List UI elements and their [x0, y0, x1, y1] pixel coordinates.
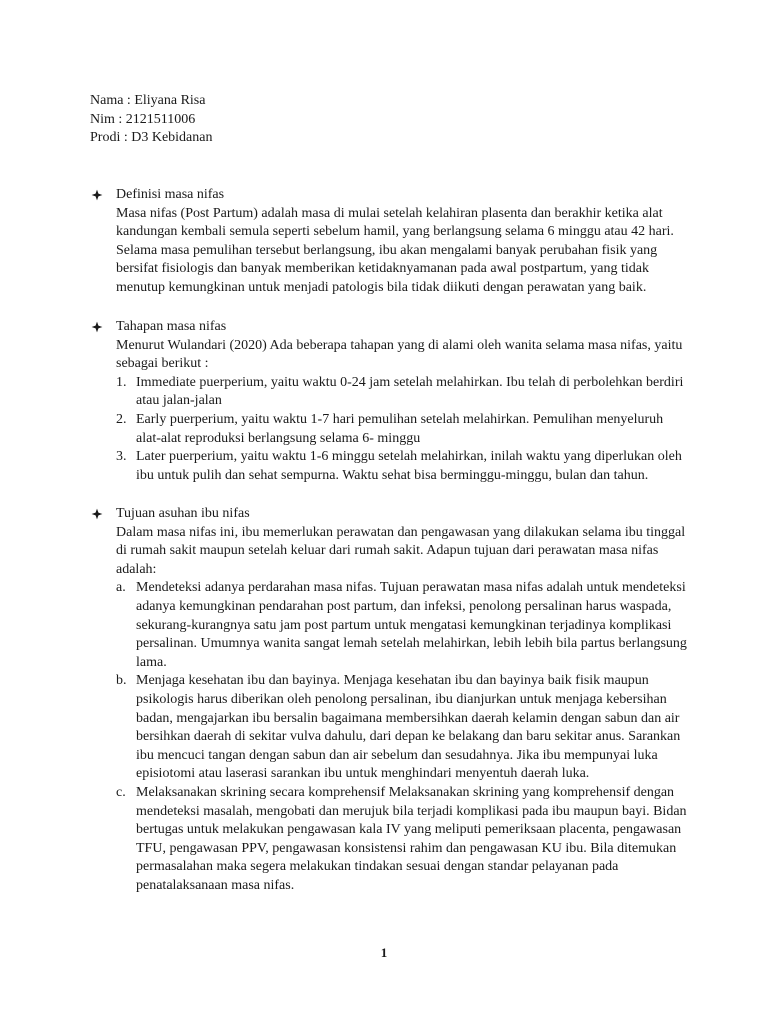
- page-number: 1: [380, 945, 388, 960]
- numbered-list: [116, 374, 690, 486]
- section-title: Tahapan masa nifas: [116, 319, 227, 334]
- diamond-dots-icon: [90, 186, 104, 204]
- list-marker: 2.: [116, 411, 127, 427]
- list-item: [116, 579, 690, 672]
- list-item: [116, 448, 690, 485]
- list-marker: 3.: [116, 449, 127, 465]
- prodi-line: Prodi : D3 Kebidanan: [90, 130, 213, 146]
- section-definisi: [90, 186, 690, 298]
- list-item: [116, 784, 690, 896]
- list-marker: 1.: [116, 374, 127, 390]
- section-title: Tujuan asuhan ibu nifas: [116, 506, 250, 521]
- list-marker: c.: [116, 784, 126, 800]
- list-item-text: Early puerperium, yaitu waktu 1-7 hari pemulihan setelah melahirkan. Pemulihan menyeluruh alat-alat reproduksi berlangsung selama 6- minggu: [136, 411, 664, 446]
- section-title-row: [90, 318, 690, 337]
- list-item: [116, 411, 690, 448]
- list-item: [116, 374, 690, 411]
- section-tujuan: [90, 505, 690, 895]
- list-item-text: Later puerperium, yaitu waktu 1-6 minggu setelah melahirkan, inilah waktu yang diperlukan oleh ibu untuk pulih dan sehat sempurna. Waktu sehat bisa berminggu-minggu, bulan dan tahun.: [136, 449, 682, 483]
- section-title-row: [90, 505, 690, 524]
- diamond-dots-icon: [90, 505, 104, 523]
- section-title: Definisi masa nifas: [116, 187, 225, 202]
- list-item-text: Melaksanakan skrining secara komprehensif Melaksanakan skrining yang komprehensif dengan mendeteksi masalah, mengobati dan merujuk bila terjadi komplikasi pada ibu maupun bayi. Bidan bertugas untuk melakukan pengawasan kala IV yang meliputi pemeriksaan placenta, pengawasan TFU, pengawasan PPV, pengawasan konsistensi rahim dan pengawasan KU ibu. Bila ditemukan permasalahan maka segera melakukan tindakan sesuai dengan standar pelayanan pada penatalaksanaan masa nifas.: [136, 784, 687, 893]
- section-paragraph: Dalam masa nifas ini, ibu memerlukan perawatan dan pengawasan yang dilakukan selama ibu tinggal di rumah sakit maupun setelah keluar dari rumah sakit. Adapun tujuan dari perawatan masa nifas adalah:: [116, 524, 686, 577]
- list-marker: a.: [116, 580, 126, 596]
- section-tahapan: [90, 318, 690, 485]
- list-item-text: Immediate puerperium, yaitu waktu 0-24 jam setelah melahirkan. Ibu telah di perbolehkan berdiri atau jalan-jalan: [136, 374, 684, 409]
- section-paragraph: Menurut Wulandari (2020) Ada beberapa tahapan yang di alami oleh wanita selama masa nifas, yaitu sebagai berikut :: [116, 337, 683, 372]
- section-paragraph: Masa nifas (Post Partum) adalah masa di mulai setelah kelahiran plasenta dan berakhir ketika alat kandungan kembali semula seperti sebelum hamil, yang berlangsung selama 6 minggu atau 42 hari. Selama masa pemulihan tersebut berlangsung, ibu akan mengalami banyak perubahan fisik yang bersifat fisiologis dan banyak memberikan ketidaknyamanan pada awal postpartum, yang tidak menutup kemungkinan untuk menjadi patologis bila tidak diikuti dengan perawatan yang baik.: [116, 205, 674, 295]
- name-line: Nama : Eliyana Risa: [90, 93, 206, 108]
- student-info: [90, 92, 212, 148]
- section-title-row: [90, 186, 690, 205]
- nim-line: Nim : 2121511006: [90, 111, 196, 127]
- lettered-list: [116, 579, 690, 895]
- diamond-dots-icon: [90, 318, 104, 336]
- list-item: [116, 672, 690, 784]
- list-item-text: Mendeteksi adanya perdarahan masa nifas. Tujuan perawatan masa nifas adalah untuk mendeteksi adanya kemungkinan pendarahan post partum, dan infeksi, penolong persalinan harus waspada, sekurang-kurangnya satu jam post partum untuk mengatasi kemungkinan terjadinya komplikasi persalinan. Umumnya wanita sangat lemah setelah melahirkan, lebih lebih bila partus berlangsung lama.: [136, 580, 687, 670]
- list-marker: b.: [116, 673, 127, 689]
- list-item-text: Menjaga kesehatan ibu dan bayinya. Menjaga kesehatan ibu dan bayinya baik fisik maupun psikologis harus diberikan oleh penolong persalinan, ibu dianjurkan untuk menjaga kebersihan badan, mengajarkan ibu bersalin bagaimana membersihkan daerah kelamin dengan sabun dan air bersihkan daerah di sekitar vulva dahulu, dari depan ke belakang dan baru sekitar anus. Sarankan ibu mencuci tangan dengan sabun dan air sebelum dan sesudahnya. Jika ibu mempunyai luka episiotomi atau laserasi sarankan ibu untuk menghindari menyentuh daerah luka.: [136, 673, 681, 782]
